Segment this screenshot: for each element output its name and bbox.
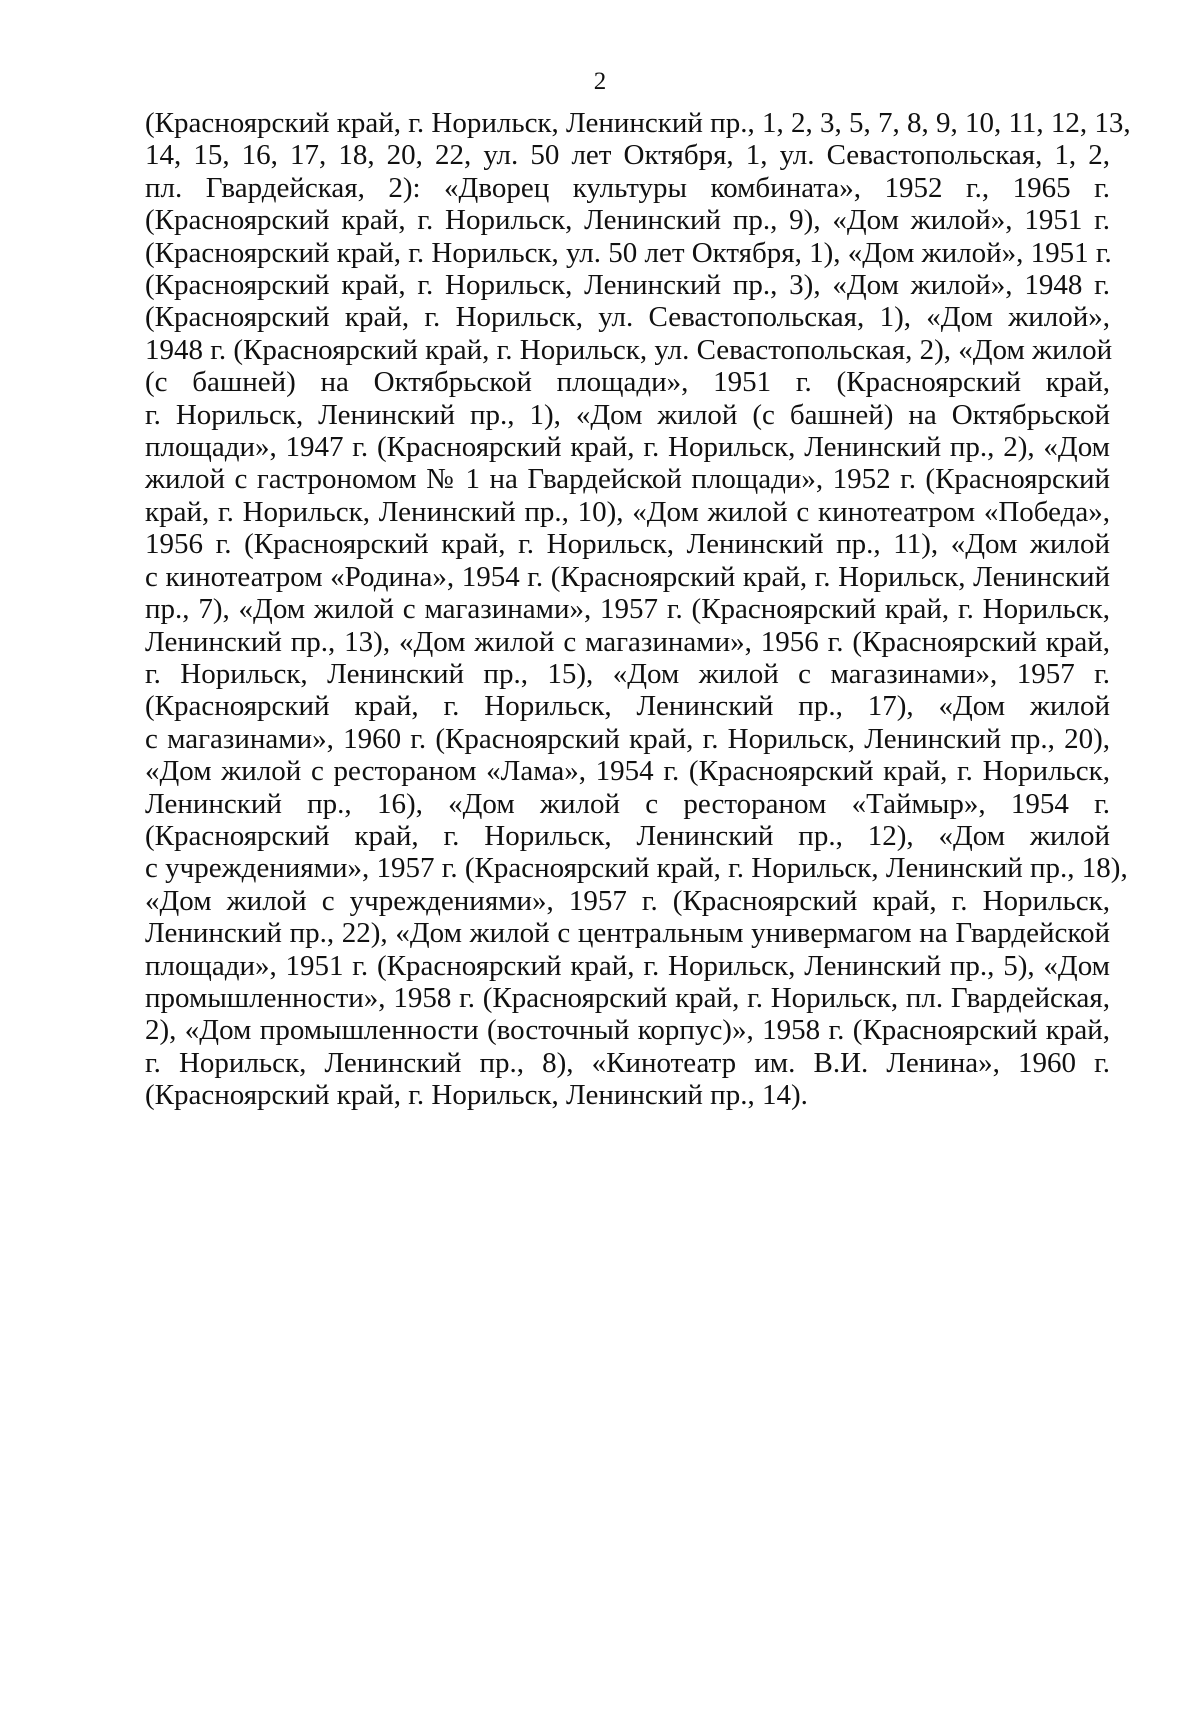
text-line: пр., 7), «Дом жилой с магазинами», 1957 г. (Красноярский край, г. Норильск, (145, 593, 1110, 626)
text-line: край, г. Норильск, Ленинский пр., 10), «Дом жилой с кинотеатром «Победа», (145, 495, 1110, 528)
text-line: с кинотеатром «Родина», 1954 г. (Красноярский край, г. Норильск, Ленинский (145, 560, 1110, 593)
text-line: (Красноярский край, г. Норильск, Ленинский пр., 17), «Дом жилой (145, 690, 1110, 723)
text-line: (Красноярский край, г. Норильск, Ленинский пр., 9), «Дом жилой», 1951 г. (145, 204, 1110, 237)
page-number: 2 (593, 68, 607, 95)
text-line: г. Норильск, Ленинский пр., 15), «Дом жилой с магазинами», 1957 г. (145, 657, 1110, 690)
text-line: (Красноярский край, г. Норильск, Ленинский пр., 3), «Дом жилой», 1948 г. (145, 269, 1110, 302)
body-paragraph (145, 107, 1131, 1112)
text-line: площади», 1951 г. (Красноярский край, г. Норильск, Ленинский пр., 5), «Дом (145, 949, 1110, 982)
text-line: (Красноярский край, г. Норильск, ул. Севастопольская, 1), «Дом жилой», (145, 301, 1110, 334)
text-line: г. Норильск, Ленинский пр., 8), «Кинотеатр им. В.И. Ленина», 1960 г. (145, 1046, 1110, 1079)
text-line: 2), «Дом промышленности (восточный корпус)», 1958 г. (Красноярский край, (145, 1014, 1110, 1047)
text-line: 1956 г. (Красноярский край, г. Норильск, Ленинский пр., 11), «Дом жилой (145, 528, 1110, 561)
text-line: (Красноярский край, г. Норильск, Ленинский пр., 14). (145, 1079, 808, 1112)
text-line: «Дом жилой с рестораном «Лама», 1954 г. (Красноярский край, г. Норильск, (145, 755, 1110, 788)
text-line: (с башней) на Октябрьской площади», 1951 г. (Красноярский край, (145, 366, 1110, 399)
text-line: с магазинами», 1960 г. (Красноярский край, г. Норильск, Ленинский пр., 20), (145, 722, 1110, 755)
text-line: площади», 1947 г. (Красноярский край, г. Норильск, Ленинский пр., 2), «Дом (145, 431, 1110, 464)
text-line: «Дом жилой с учреждениями», 1957 г. (Красноярский край, г. Норильск, (145, 884, 1110, 917)
text-line: 1948 г. (Красноярский край, г. Норильск, ул. Севастопольская, 2), «Дом жилой (145, 333, 1113, 366)
text-line: 14, 15, 16, 17, 18, 20, 22, ул. 50 лет Октября, 1, ул. Севастопольская, 1, 2, (145, 139, 1110, 172)
text-line: (Красноярский край, г. Норильск, Ленинский пр., 1, 2, 3, 5, 7, 8, 9, 10, 11, 12, 13, (145, 107, 1131, 139)
text-line: (Красноярский край, г. Норильск, Ленинский пр., 12), «Дом жилой (145, 819, 1110, 852)
text-line: пл. Гвардейская, 2): «Дворец культуры комбината», 1952 г., 1965 г. (145, 171, 1110, 204)
text-line: Ленинский пр., 22), «Дом жилой с центральным универмагом на Гвардейской (145, 917, 1110, 950)
text-line: г. Норильск, Ленинский пр., 1), «Дом жилой (с башней) на Октябрьской (145, 398, 1110, 431)
text-line: жилой с гастрономом № 1 на Гвардейской площади», 1952 г. (Красноярский (145, 463, 1110, 496)
text-line: Ленинский пр., 13), «Дом жилой с магазинами», 1956 г. (Красноярский край, (145, 625, 1110, 658)
text-line: промышленности», 1958 г. (Красноярский край, г. Норильск, пл. Гвардейская, (145, 981, 1110, 1014)
text-line: (Красноярский край, г. Норильск, ул. 50 лет Октября, 1), «Дом жилой», 1951 г. (145, 236, 1112, 269)
text-line: с учреждениями», 1957 г. (Красноярский край, г. Норильск, Ленинский пр., 18), (145, 852, 1128, 885)
text-line: Ленинский пр., 16), «Дом жилой с рестораном «Таймыр», 1954 г. (145, 787, 1110, 820)
